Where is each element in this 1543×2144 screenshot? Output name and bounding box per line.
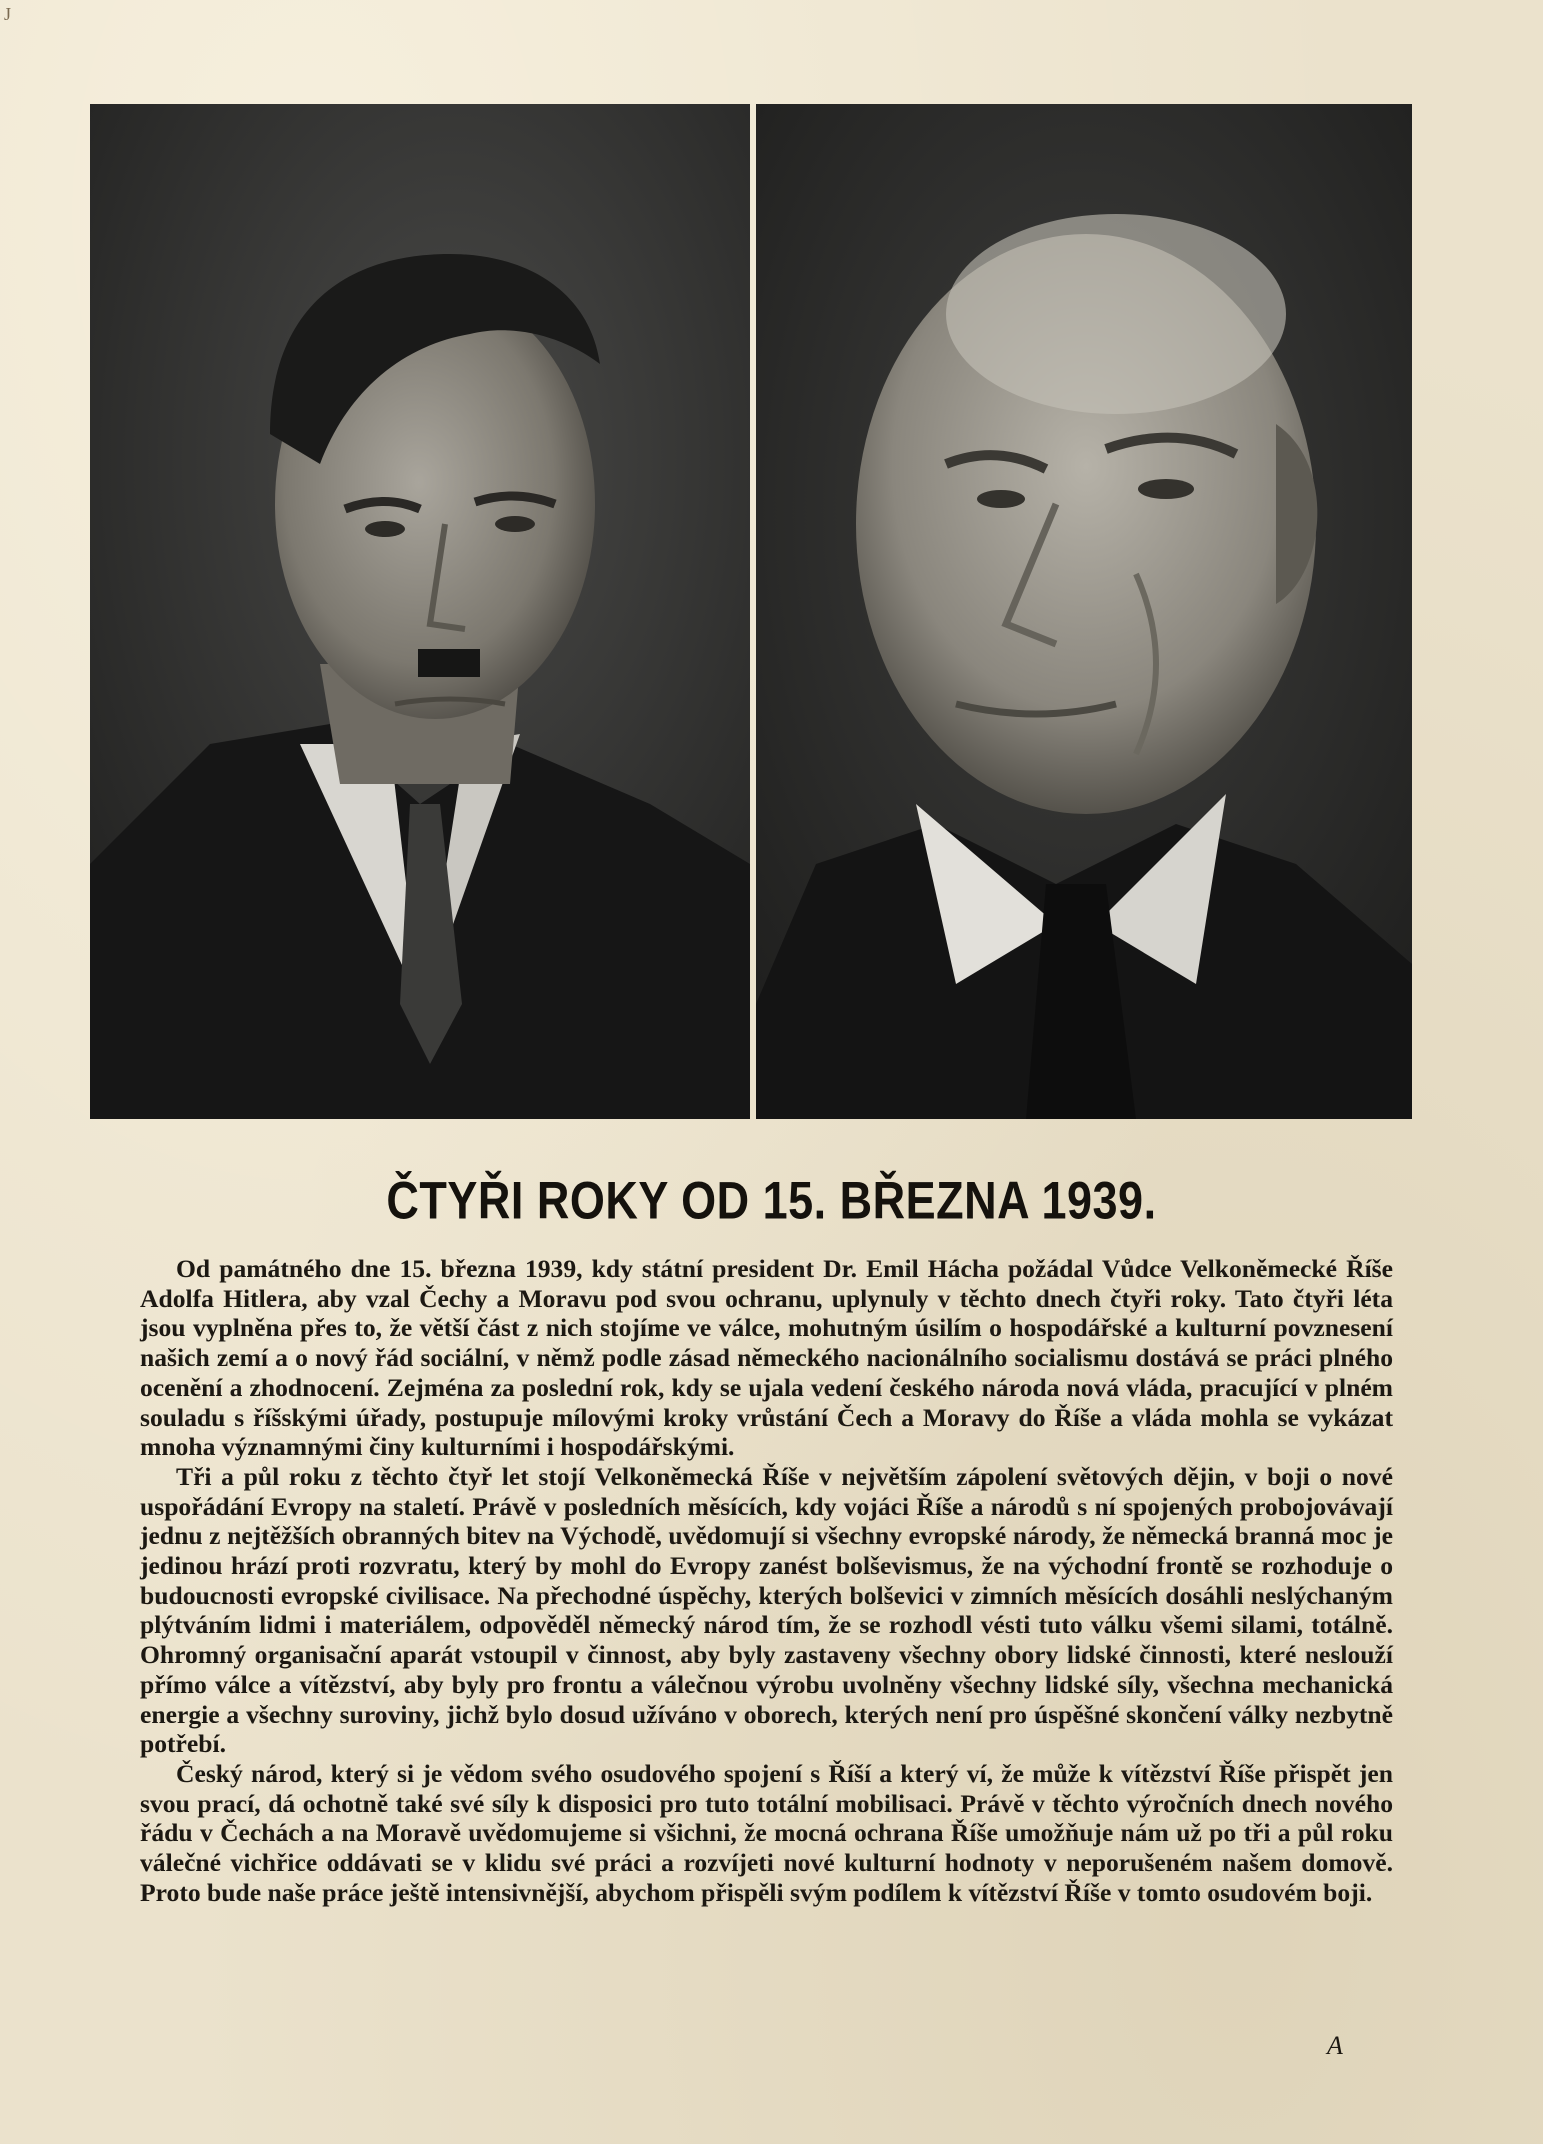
article-title: ČTYŘI ROKY OD 15. BŘEZNA 1939. — [386, 1170, 1157, 1231]
right-portrait-photo — [756, 104, 1412, 1119]
article-body — [140, 1254, 1393, 1907]
portrait-photo-icon — [756, 104, 1412, 1119]
article-paragraph: Tři a půl roku z těchto čtyř let stojí Velkoněmecká Říše v největším zápolení světových dějin, v boji o nové uspořádání Evropy na staletí. Právě v posledních měsících, kdy vojáci Říše a národů s ní spojených probojovávají jednu z nejtěžších obranných bitev na Východě, uvědomují si všechny evropské národy, že německá branná moc je jedinou hrází proti rozvratu, který by mohl do Evropy zanést bolševismus, že na východní frontě se rozhoduje o budoucnosti evropské civilisace. Na přechodné úspěchy, kterých bolševici v zimních měsících dosáhli neslýchaným plýtváním lidmi i materiálem, odpověděl německý národ tím, že se rozhodl vésti tuto válku všemi silami, totálně. Ohromný organisační aparát vstoupil v činnost, aby byly zastaveny všechny obory lidské činnosti, které neslouží přímo válce a vítězství, aby byly pro frontu a válečnou výrobu uvolněny všechny lidské síly, všechna mechanická energie a všechny suroviny, jichž bylo dosud užíváno v oborech, kterých není pro úspěšné skončení války nezbytně potřebí. — [140, 1461, 1393, 1759]
left-portrait-photo — [90, 104, 750, 1119]
portrait-photo-icon — [90, 104, 750, 1119]
article-paragraph: Český národ, který si je vědom svého osudového spojení s Říší a který ví, že může k vítězství Říše přispět jen svou prací, dá ochotně také své síly k disposici pro tuto totální mobilisaci. Právě v těchto výročních dnech nového řádu v Čechách a na Moravě uvědomujeme si všichni, že mocná ochrana Říše umožňuje nám už po tři a půl roku válečné vichřice oddávati se v klidu své práci a rozvíjeti nové kulturní hodnoty v neporušeném našem domově. Proto bude naše práce ještě intensivnější, abychom přispěli svým podílem k vítězství Říše v tomto osudovém boji. — [140, 1758, 1393, 1907]
corner-mark: J — [4, 4, 12, 24]
author-signature: A — [1327, 2031, 1343, 2060]
article-paragraph: Od památného dne 15. března 1939, kdy státní president Dr. Emil Hácha požádal Vůdce Velkoněmecké Říše Adolfa Hitlera, aby vzal Čechy a Moravu pod svou ochranu, uplynuly v těchto dnech čtyři roky. Tato čtyři léta jsou vyplněna přes to, že větší část z nich stojíme ve válce, mohutným úsilím o hospodářské a kulturní povznesení našich zemí a o nový řád sociální, v němž podle zásad německého nacionálního socialismu dostává se práci plného ocenění a zhodnocení. Zejména za poslední rok, kdy se ujala vedení českého národa nová vláda, pracující v plném souladu s říšskými úřady, postupuje mílovými kroky vrůstání Čech a Moravy do Říše a vláda mohla se vykázat mnoha významnými činy kulturními i hospodářskými. — [140, 1254, 1393, 1462]
